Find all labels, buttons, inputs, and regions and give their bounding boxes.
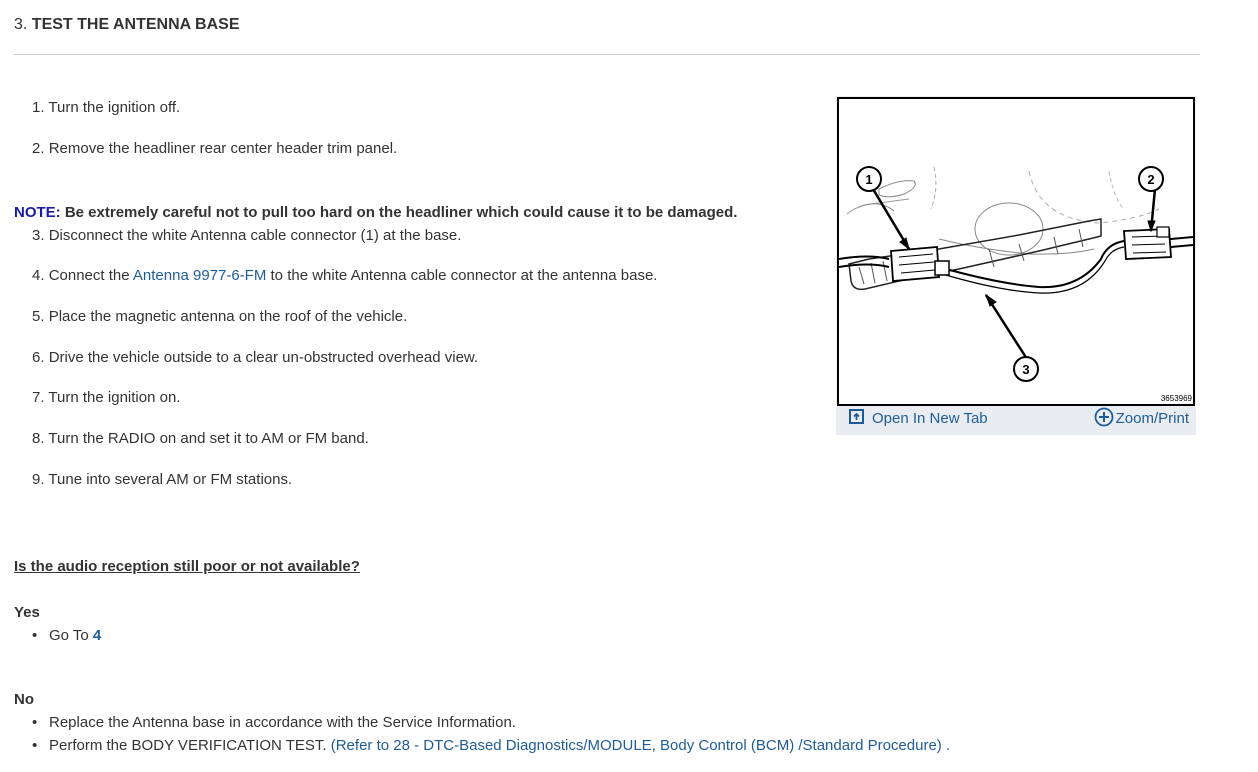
procedure-step bbox=[32, 227, 461, 244]
step-number: 3. bbox=[14, 16, 28, 33]
question: Is the audio reception still poor or not available? bbox=[14, 558, 360, 575]
open-in-new-tab-label: Open In New Tab bbox=[872, 410, 988, 427]
step-num: 5. bbox=[32, 308, 45, 325]
procedure-step bbox=[32, 140, 397, 157]
answer-no-label: No bbox=[14, 691, 34, 708]
divider bbox=[14, 54, 1200, 55]
bullet-text: Perform the BODY VERIFICATION TEST. bbox=[49, 737, 331, 754]
step-num: 4. bbox=[32, 267, 45, 284]
note bbox=[14, 204, 737, 221]
open-in-new-tab-button[interactable] bbox=[849, 409, 988, 427]
list-item: • Perform the BODY VERIFICATION TEST. (Refer to 28 - DTC-Based Diagnostics/MODULE, Body Control (BCM) /Standard Procedure) . bbox=[32, 737, 951, 754]
step-num: 7. bbox=[32, 389, 45, 406]
callout-1: 1 bbox=[865, 172, 873, 187]
step-text: Drive the vehicle outside to a clear un-obstructed overhead view. bbox=[48, 349, 479, 366]
procedure-step bbox=[32, 349, 478, 366]
go-to-step-4-link[interactable]: 4 bbox=[92, 627, 102, 644]
zoom-print-button[interactable] bbox=[1094, 407, 1189, 427]
step-num: 2. bbox=[32, 140, 45, 157]
callout-3: 3 bbox=[1022, 362, 1030, 377]
procedure-step bbox=[32, 99, 180, 116]
bullet-suffix: . bbox=[941, 737, 951, 754]
step-num: 3. bbox=[32, 227, 45, 244]
step-title bbox=[14, 16, 240, 34]
bullet-text: Replace the Antenna base in accordance with the Service Information. bbox=[49, 714, 516, 731]
step-num: 9. bbox=[32, 471, 45, 488]
step-text: Turn the RADIO on and set it to AM or FM band. bbox=[48, 430, 369, 447]
procedure-step bbox=[32, 389, 180, 406]
antenna-figure[interactable] bbox=[837, 97, 1195, 406]
procedure-step bbox=[32, 267, 657, 284]
step-text: Turn the ignition off. bbox=[48, 99, 181, 116]
step-heading: TEST THE ANTENNA BASE bbox=[31, 16, 240, 33]
step-text: Remove the headliner rear center header trim panel. bbox=[48, 140, 398, 157]
step-text: to the white Antenna cable connector at the antenna base. bbox=[266, 267, 658, 284]
step-num: 6. bbox=[32, 349, 45, 366]
bcm-procedure-link[interactable]: (Refer to 28 - DTC-Based Diagnostics/MODULE, Body Control (BCM) /Standard Procedure) bbox=[330, 737, 942, 754]
callout-2: 2 bbox=[1147, 172, 1155, 187]
list-item: • Replace the Antenna base in accordance with the Service Information. bbox=[32, 714, 516, 731]
zoom-print-label: Zoom/Print bbox=[1115, 410, 1189, 427]
zoom-plus-icon bbox=[1094, 407, 1114, 427]
procedure-step bbox=[32, 430, 369, 447]
step-num: 1. bbox=[32, 99, 45, 116]
figure-id: 3653969 bbox=[1160, 394, 1192, 403]
step-text: Tune into several AM or FM stations. bbox=[48, 471, 293, 488]
open-new-tab-icon bbox=[849, 409, 864, 424]
step-text: Place the magnetic antenna on the roof of the vehicle. bbox=[48, 308, 408, 325]
step-num: 8. bbox=[32, 430, 45, 447]
note-text: Be extremely careful not to pull too hard on the headliner which could cause it to be damaged. bbox=[60, 204, 738, 221]
answer-yes-label: Yes bbox=[14, 604, 40, 621]
figure-container bbox=[836, 96, 1196, 435]
step-text: Disconnect the white Antenna cable connector (1) at the base. bbox=[48, 227, 462, 244]
step-text: Turn the ignition on. bbox=[48, 389, 181, 406]
list-item: • Go To 4 bbox=[32, 627, 102, 644]
procedure-step bbox=[32, 471, 292, 488]
note-label: NOTE: bbox=[14, 204, 61, 221]
step-text: Connect the bbox=[48, 267, 133, 284]
bullet-text: Go To bbox=[49, 627, 93, 644]
antenna-base-illustration bbox=[839, 99, 1193, 404]
procedure-step bbox=[32, 308, 407, 325]
antenna-tool-link[interactable]: Antenna 9977-6-FM bbox=[132, 267, 267, 284]
